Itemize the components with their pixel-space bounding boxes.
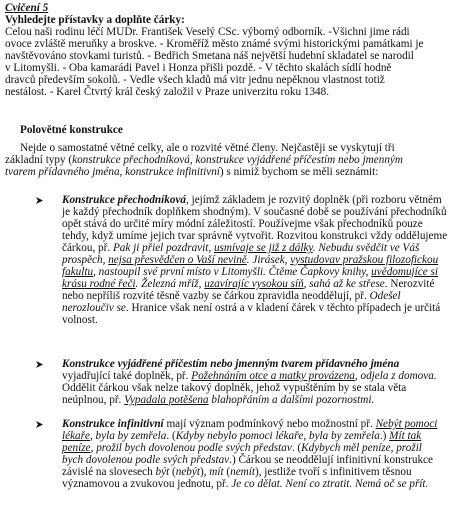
bullet-segment: , nastoupil své první místo v Litomyšli. Čtěme Čapkovy knihy, xyxy=(93,266,372,278)
bullet-segment: je každý přechodník doplňkem shodným). V současné době se používání přechodníků xyxy=(62,206,447,218)
bullet-segment: fakultu xyxy=(62,266,94,278)
bullet-segment: Odešel xyxy=(369,290,401,302)
bullet-segment: byla by zemřela xyxy=(95,430,167,442)
exercise-title: Cvičení 5 xyxy=(5,2,49,14)
bullet-line xyxy=(62,206,447,218)
exercise-line: ovoce zvláště meruňky a broskve. - Kroměříž město známé svými historickými památkami je xyxy=(5,38,424,50)
intro-line xyxy=(5,154,403,166)
bullet-segment: Kdyby nebylo pomoci lékaře, byla by zemřela xyxy=(175,430,380,442)
bullet-segment: peníze xyxy=(62,442,91,454)
bullet-segment: tehdy, když umíme jejich tvar správně vytvořit. Rozvitou konstrukci vždy oddělujeme xyxy=(62,230,448,242)
bullet-segment: Nebýt pomoci xyxy=(375,418,438,430)
bullet-segment: ), jestliže tvoří s infinitivem těsnou xyxy=(254,466,412,478)
bullet-segment: opět stává do určité míry módní záležitostí. Používejme však přechodníků pouze xyxy=(62,218,423,230)
bullet-segment: vystudovav pražskou filozofickou xyxy=(290,254,439,266)
intro-line xyxy=(5,166,378,178)
bullet-segment: . ( xyxy=(166,430,176,442)
exercise-line: navštěvováno stovkami turistů. - Bedřich Smetana náš největší hudební skladatel se narodil xyxy=(5,50,414,62)
bullet-segment: . Hranice však není ostrá a v kladení čárek v těchto případech je určitá xyxy=(125,302,441,314)
bullet-segment: Vypadala potěšena xyxy=(124,394,209,406)
bullet-line xyxy=(62,218,423,230)
bullet-arrow-icon xyxy=(35,196,44,205)
bullet-line xyxy=(62,466,412,478)
bullet-segment: mít xyxy=(209,466,224,478)
bullet-line xyxy=(62,254,438,266)
bullet-segment: nebýt xyxy=(175,466,200,478)
bullet-segment: vyjadřující také doplněk, př. xyxy=(62,370,192,382)
bullet-line xyxy=(62,370,437,382)
bullet-arrow-icon xyxy=(35,360,44,369)
bullet-segment: , jejímž základem je rozvitý doplněk (při rozboru větném xyxy=(186,194,442,206)
bullet-line xyxy=(62,278,434,290)
bullet-segment: , odjela z domova. xyxy=(354,370,437,382)
bullet-segment: Mít tak xyxy=(389,430,422,442)
bullet-segment: nejsa přesvědčen o Vaší nevině xyxy=(108,254,247,266)
bullet-segment: , xyxy=(90,442,97,454)
bullet-line xyxy=(62,230,447,242)
bullet-line xyxy=(62,430,421,442)
bullet-segment: Požehnáním otce a matky provázena xyxy=(191,370,355,382)
intro-segment: tvarem přídavného jména, konstrukce infinitivní xyxy=(5,166,220,178)
bullet-line xyxy=(62,454,433,466)
bullet-segment: uzavírajíc vysokou síň xyxy=(204,278,304,290)
bullet-segment: , sahá až ke střese. xyxy=(303,278,388,290)
exercise-line: nestálost. - Karel Čtvrtý král český založil v Praze univerzitu roku 1348. xyxy=(5,86,330,98)
bullet-segment: Nerozvité xyxy=(387,278,435,290)
bullet-segment: krásu rodné řeči xyxy=(62,278,136,290)
bullet-segment: ), xyxy=(199,466,210,478)
bullet-line xyxy=(62,418,437,430)
bullet-segment: Konstrukce přechodníková xyxy=(62,194,187,206)
bullet-segment: Nebudu svědčit ve Váš xyxy=(318,242,420,254)
bullet-segment: . xyxy=(246,254,253,266)
intro-segment: konstrukce přechodníková, konstrukce vyjádřené příčestím nebo jmenným xyxy=(72,154,403,166)
bullet-segment: volnost. xyxy=(62,314,98,326)
bullet-segment: . xyxy=(312,242,319,254)
bullet-line xyxy=(62,382,406,394)
bullet-line xyxy=(62,290,401,302)
bullet-segment: lékaře xyxy=(62,430,90,442)
intro-segment: základní typy ( xyxy=(5,154,73,166)
bullet-segment: , xyxy=(89,430,96,442)
bullet-segment: nemít xyxy=(230,466,255,478)
bullet-segment: nebo nepříliš rozvité těsně vazby se čárkou zpravidla neoddělují, př. xyxy=(62,290,370,302)
bullet-segment: být xyxy=(155,466,170,478)
bullet-segment: Pak ji přiel pozdravit, xyxy=(112,242,214,254)
bullet-segment: ( xyxy=(223,466,231,478)
bullet-line xyxy=(62,442,422,454)
bullet-segment: mají význam podmínkový nebo možnostní př. xyxy=(163,418,376,430)
exercise-line: dravců především sokolů. - Vedle všech kladů má vitr jednu nepěknou vlastnost totiž xyxy=(5,74,385,86)
bullet-segment: usmívaje se již z dálky xyxy=(213,242,313,254)
bullet-segment: významovou a zvukovou jednotu, př. xyxy=(62,478,232,490)
bullet-segment: .) xyxy=(379,430,390,442)
bullet-segment: čárkou, př. xyxy=(62,242,113,254)
bullet-segment: ( xyxy=(169,466,176,478)
bullet-segment: prožil bych dovolenou podle svých představ xyxy=(96,442,292,454)
bullet-segment: uvědomujíce si xyxy=(371,266,438,278)
bullet-segment: blahopřáním a dalšími pozornostmi. xyxy=(208,394,375,406)
bullet-segment: neúplnou, př. xyxy=(62,394,125,406)
bullet-line xyxy=(62,478,428,490)
bullet-segment: závislé na slovesech xyxy=(62,466,156,478)
bullet-segment: Oddělit čárkou však nelze takový doplněk, jehož vypuštěním by se stala věta xyxy=(62,382,407,394)
bullet-segment: Konstrukce vyjádřené příčestím nebo jmenným tvarem přídavného jména xyxy=(62,358,400,370)
section-heading: Polovětné konstrukce xyxy=(20,124,123,136)
bullet-segment: . Železná mříž, xyxy=(135,278,205,290)
intro-line xyxy=(20,142,395,154)
bullet-segment: Kdybych měl peníze, prožil xyxy=(301,442,422,454)
exercise-line: Celou naši rodinu léčí MUDr. František Veselý CSc. výborný odborník. -Všichni jime rádi xyxy=(5,26,410,38)
bullet-line xyxy=(62,358,399,370)
exercise-line: v Litomyšli. - Oba kamarádi Pavel i Honza přišli pozdě. - V těchto skalách sídlí hodně xyxy=(5,62,392,74)
bullet-segment: nerozloučiv se xyxy=(62,302,126,314)
intro-segment: Nejde o samostatné větné celky, ale o rozvité větné členy. Nejčastěji se vyskytují tři xyxy=(20,142,395,154)
bullet-line xyxy=(62,194,442,206)
bullet-segment: .) Čárkou se neoddělují infinitivní konstrukce xyxy=(229,454,433,466)
bullet-line xyxy=(62,314,98,326)
bullet-line xyxy=(62,266,438,278)
intro-segment: ) s nimiž bychom se měli seznámit: xyxy=(219,166,379,178)
bullet-segment: Konstrukce infinitivní xyxy=(62,418,164,430)
bullet-segment: prospěch, xyxy=(62,254,109,266)
bullet-segment: Jirásek, xyxy=(252,254,291,266)
bullet-segment: Je co dělat. Není co ztratit. Nemá oč se přít. xyxy=(231,478,429,490)
bullet-segment: . ( xyxy=(291,442,302,454)
bullet-line xyxy=(62,302,440,314)
bullet-line xyxy=(62,242,419,254)
exercise-subtitle: Vyhledejte přístavky a doplňte čárky: xyxy=(5,14,185,26)
bullet-line xyxy=(62,394,374,406)
bullet-arrow-icon xyxy=(35,420,44,429)
bullet-segment: bych dovolenou podle svých představ xyxy=(62,454,230,466)
